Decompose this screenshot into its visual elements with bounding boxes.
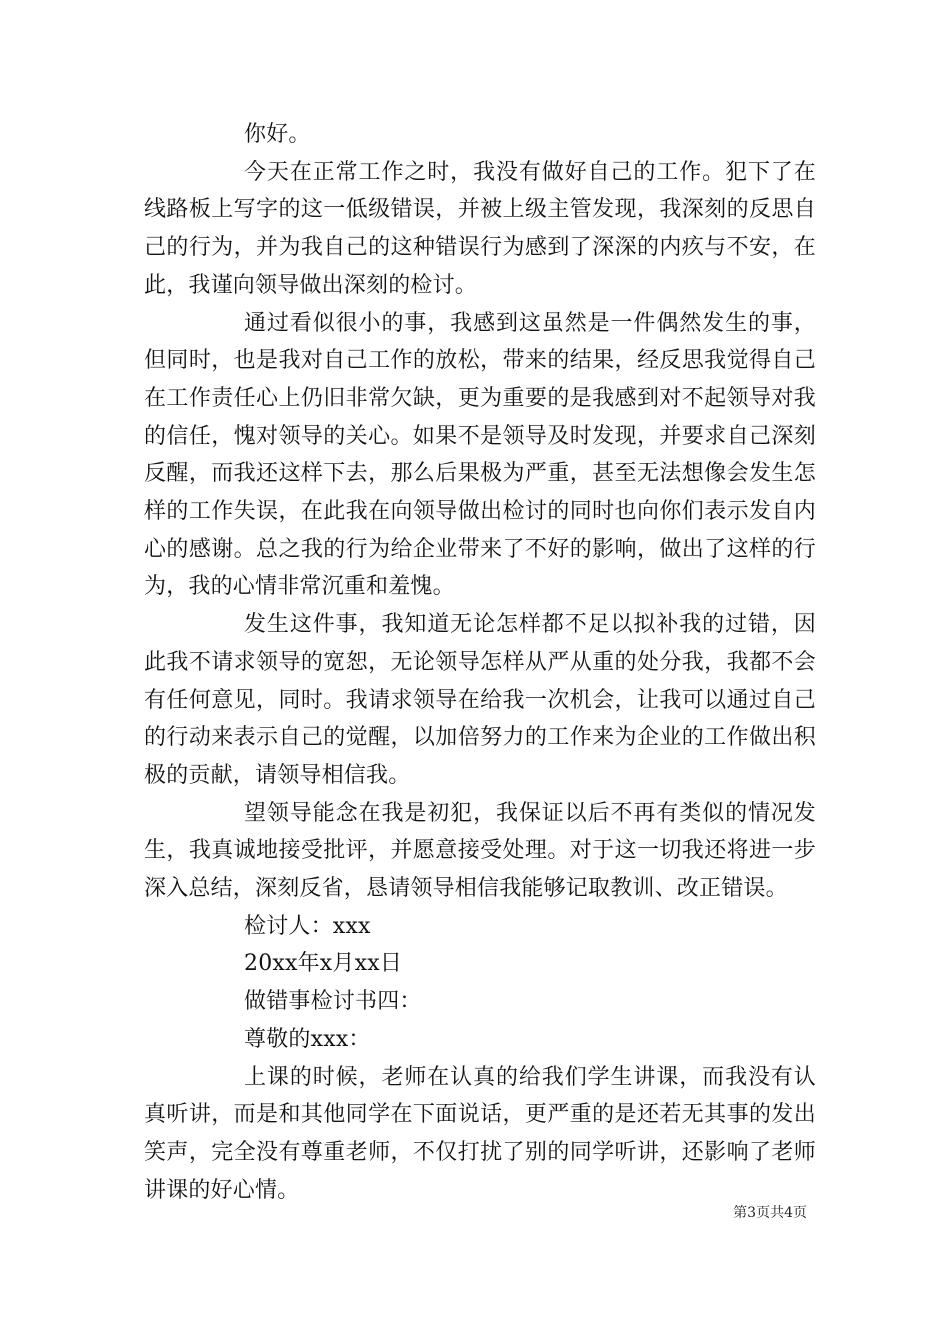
paragraph-2: 通过看似很小的事，我感到这虽然是一件偶然发生的事，但同时，也是我对自己工作的放松，带来的结果，经反思我觉得自己在工作责任心上仍旧非常欠缺，更为重要的是我感到对不起领导对我的信任，愧对领导的关心。如果不是领导及时发现，并要求自己深刻反醒，而我还这样下去，那么后果极为严重，甚至无法想像会发生怎样的工作失误，在此我在向领导做出检讨的同时也向你们表示发自内心的感谢。总之我的行为给企业带来了不好的影响，做出了这样的行为，我的心情非常沉重和羞愧。: [144, 310, 816, 600]
salutation-line: 尊敬的xxx：: [244, 1026, 371, 1052]
date-line: 20xx年x月xx日: [244, 951, 403, 977]
page-number-footer: 第3页共4页: [733, 1205, 807, 1221]
paragraph-5: 上课的时候，老师在认真的给我们学生讲课，而我没有认真听讲，而是和其他同学在下面说话，更严重的是还若无其事的发出笑声，完全没有尊重老师，不仅打扰了别的同学听讲，还影响了老师讲课的好心情。: [144, 1064, 816, 1203]
paragraph-4: 望领导能念在我是初犯，我保证以后不再有类似的情况发生，我真诚地接受批评，并愿意接受处理。对于这一切我还将进一步深入总结，深刻反省，恳请领导相信我能够记取教训、改正错误。: [144, 800, 816, 902]
paragraph-1: 今天在正常工作之时，我没有做好自己的工作。犯下了在线路板上写字的这一低级错误，并被上级主管发现，我深刻的反思自己的行为，并为我自己的这种错误行为感到了深深的内疚与不安，在此，我谨向领导做出深刻的检讨。: [144, 159, 816, 298]
signer-line: 检讨人：xxx: [244, 913, 371, 939]
document-body: [144, 116, 816, 1209]
paragraph-3: 发生这件事，我知道无论怎样都不足以拟补我的过错，因此我不请求领导的宽恕，无论领导怎样从严从重的处分我，我都不会有任何意见，同时。我请求领导在给我一次机会，让我可以通过自己的行动来表示自己的觉醒，以加倍努力的工作来为企业的工作做出积极的贡献，请领导相信我。: [144, 612, 816, 788]
greeting-line: 你好。: [244, 122, 311, 147]
section-title: 做错事检讨书四：: [244, 989, 422, 1015]
